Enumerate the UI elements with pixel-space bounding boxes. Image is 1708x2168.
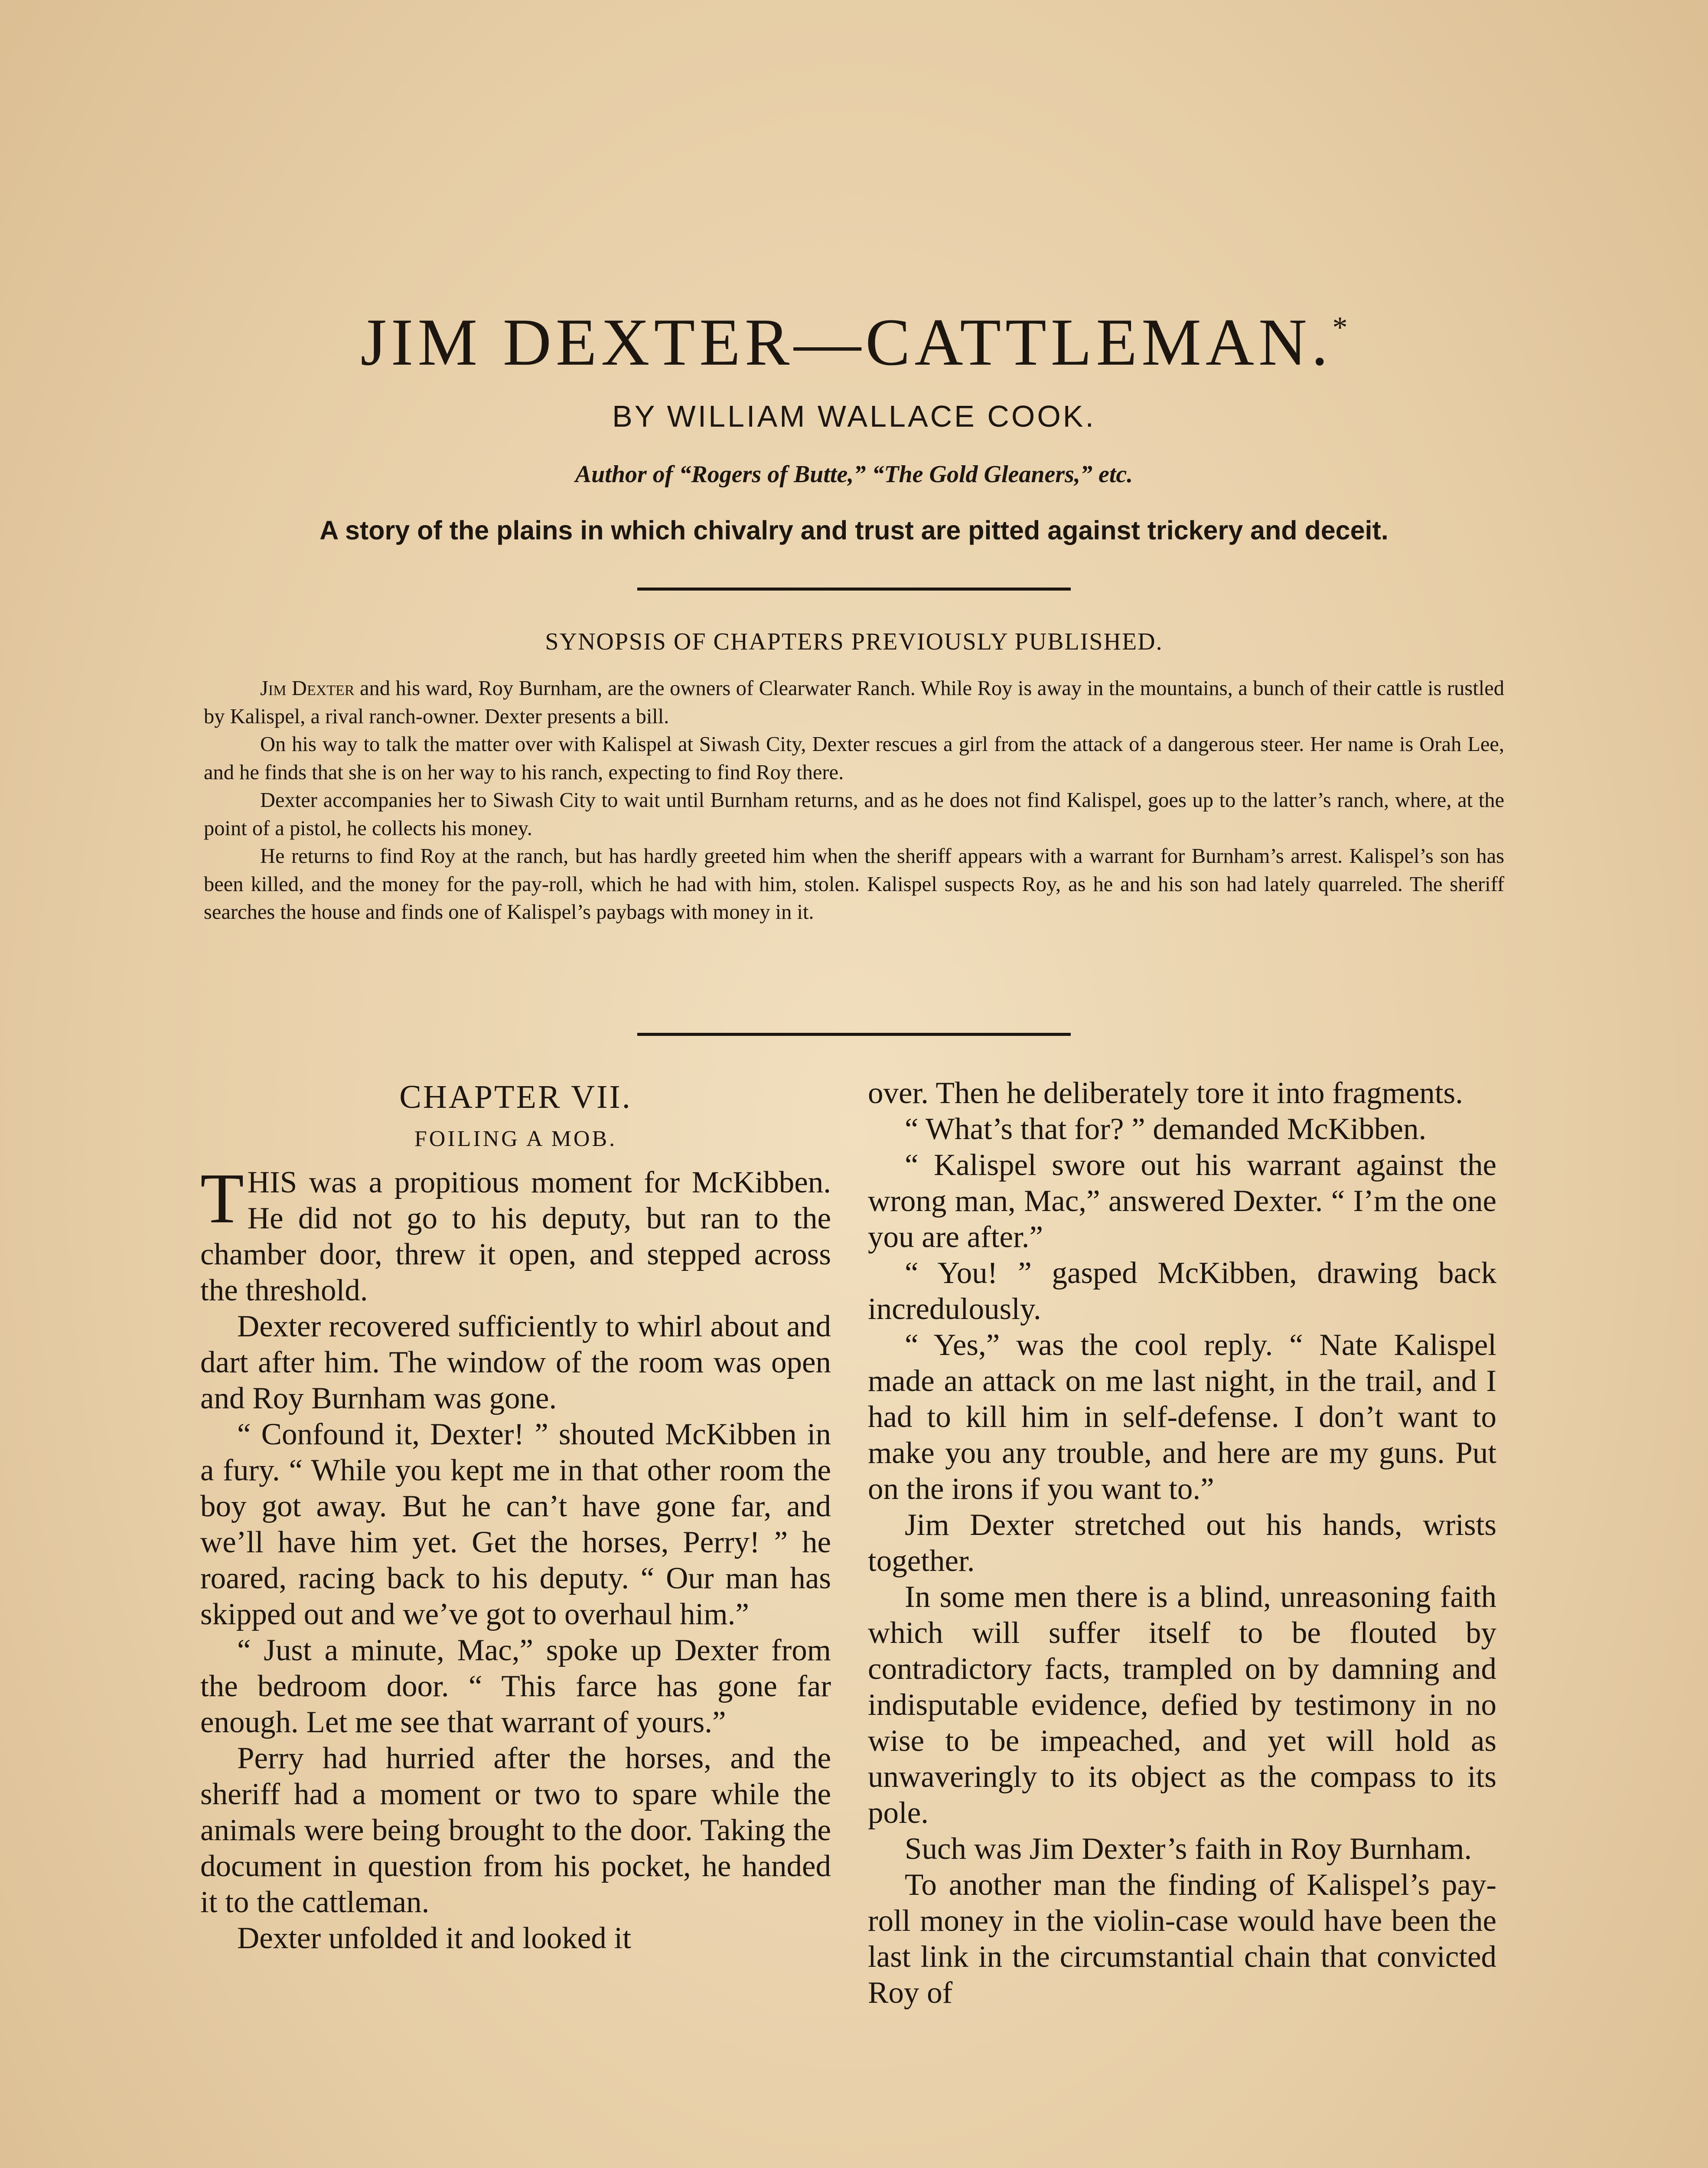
divider-rule	[637, 588, 1071, 591]
byline: BY WILLIAM WALLACE COOK.	[612, 399, 1096, 433]
paragraph: THIS was a propitious moment for McKibben. He did not go to his deputy, but ran to the chamber door, threw it open, and stepped across the threshold.	[200, 1159, 831, 1307]
story-title: JIM DEXTER—CATTLEMAN.*	[360, 305, 1348, 379]
paragraph: Jim Dexter stretched out his hands, wrists together.	[868, 1508, 1496, 1578]
drop-cap: T	[200, 1159, 244, 1238]
paragraph: To another man the finding of Kalispel’s pay-roll money in the violin-case would have been the last link in the circumstantial chain that convicted Roy of	[868, 1868, 1496, 2010]
synopsis-heading: SYNOPSIS OF CHAPTERS PREVIOUSLY PUBLISHED.	[545, 628, 1163, 655]
story-tagline: A story of the plains in which chivalry and trust are pitted against trickery and deceit.	[319, 516, 1389, 545]
paragraph: Dexter recovered sufficiently to whirl about and dart after him. The window of the room was open and Roy Burnham was gone.	[200, 1309, 831, 1415]
paragraph: In some men there is a blind, unreasoning faith which will suffer itself to be flouted by contradictory facts, trampled on by damning and indisputable evidence, defied by testimony in no wise to be impeached, and yet will hold as unwaveringly to its object as the compass to its pole.	[868, 1580, 1496, 1830]
paragraph: Such was Jim Dexter’s faith in Roy Burnham.	[905, 1832, 1472, 1866]
synopsis-paragraph: Dexter accompanies her to Siwash City to wait until Burnham returns, and as he does not find Kalispel, goes up to the latter’s ranch, where, at the point of a pistol, he collects his money.	[204, 789, 1504, 840]
synopsis-paragraph: Jim Dexter and his ward, Roy Burnham, are the owners of Clearwater Ranch. While Roy is away in the mountains, a bunch of their cattle is rustled by Kalispel, a rival ranch-owner. Dexter presents a bill.	[204, 677, 1504, 728]
synopsis-lead: Jim Dexter	[260, 677, 355, 700]
paragraph: “ Just a minute, Mac,” spoke up Dexter from the bedroom door. “ This farce has gone far enough. Let me see that warrant of yours.”	[200, 1633, 831, 1739]
synopsis-paragraph: He returns to find Roy at the ranch, but has hardly greeted him when the sheriff appears with a warrant for Burnham’s arrest. Kalispel’s son has been killed, and the money for the pay-roll, which he had with him, stolen. Kalispel suspects Roy, as he and his son had lately quarreled. The sheriff searches the house and finds one of Kalispel’s paybags with money in it.	[204, 845, 1504, 924]
chapter-subtitle: FOILING A MOB.	[414, 1126, 617, 1151]
synopsis-paragraph: On his way to talk the matter over with Kalispel at Siwash City, Dexter rescues a girl from the attack of a dangerous steer. Her name is Orah Lee, and he finds that she is on her way to his ranch, expecting to find Roy there.	[204, 733, 1504, 784]
paragraph: “ Confound it, Dexter! ” shouted McKibben in a fury. “ While you kept me in that other room the boy got away. But he can’t have gone far, and we’ll have him yet. Get the horses, Perry! ” he roared, racing back to his deputy. “ Our man has skipped out and we’ve got to overhaul him.”	[200, 1417, 831, 1631]
paragraph: Dexter unfolded it and looked it	[237, 1921, 631, 1955]
paragraph-continued: over. Then he deliberately tore it into fragments.	[868, 1076, 1463, 1110]
author-credits: Author of “Rogers of Butte,” “The Gold Gleaners,” etc.	[575, 461, 1133, 488]
paragraph: “ Yes,” was the cool reply. “ Nate Kalispel made an attack on me last night, in the trail, and I had to kill him in self-defense. I don’t want to make you any trouble, and here are my guns. Put on the irons if you want to.”	[868, 1328, 1496, 1506]
paragraph: “ You! ” gasped McKibben, drawing back incredulously.	[868, 1256, 1496, 1326]
synopsis-block	[204, 675, 1504, 927]
paragraph: “ What’s that for? ” demanded McKibben.	[905, 1112, 1427, 1146]
paragraph: Perry had hurried after the horses, and the sheriff had a moment or two to spare while the animals were being brought to the door. Taking the document in question from his pocket, he handed it to the cattleman.	[200, 1741, 831, 1919]
divider-rule	[637, 1033, 1071, 1036]
text-column-right	[868, 1075, 1496, 2011]
paragraph: “ Kalispel swore out his warrant against the wrong man, Mac,” answered Dexter. “ I’m the one you are after.”	[868, 1148, 1496, 1254]
text-column-left	[200, 1075, 831, 1956]
chapter-heading: CHAPTER VII.	[399, 1079, 632, 1115]
title-footnote-mark: *	[1332, 311, 1348, 344]
